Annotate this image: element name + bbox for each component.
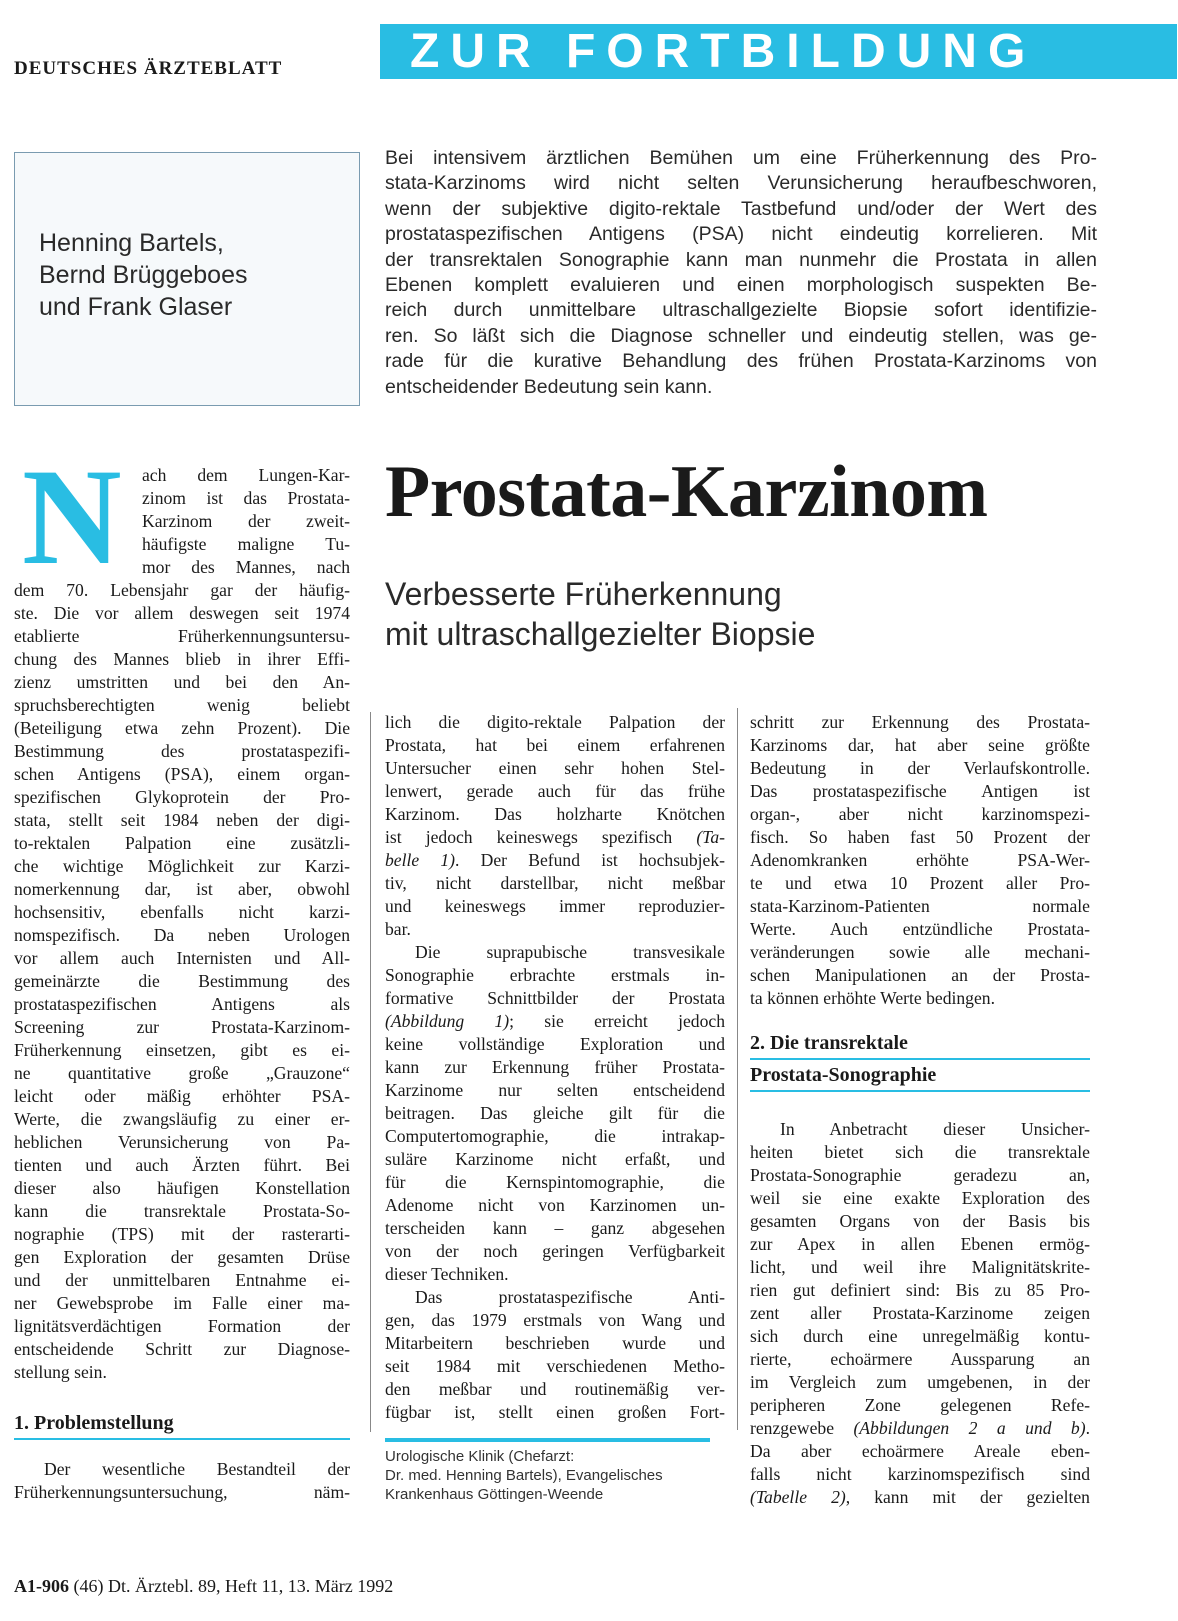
text-line: nomspezifisch. Da neben Urologen <box>14 925 350 945</box>
text-line: ta können erhöhte Werte bedingen. <box>750 988 995 1008</box>
text-line: Da aber echoärmere Areale eben- <box>750 1441 1090 1461</box>
text-line: belle 1). Der Befund ist hochsubjek- <box>385 850 725 870</box>
text-line: von der noch geringen Verfügbarkeit <box>385 1241 725 1261</box>
section-heading-1: 1. Problemstellung <box>14 1412 174 1434</box>
text-line: fisch. So haben fast 50 Prozent der <box>750 827 1090 847</box>
text-line: to-rektalen Palpation eine zusätzli- <box>14 833 350 853</box>
text-line: kann die transrektale Prostata-So- <box>14 1201 350 1221</box>
text-line: Prostata, hat bei einem erfahrenen <box>385 735 725 755</box>
text-line: Karzinom der zweit- <box>142 511 350 531</box>
text-line: chung des Mannes blieb in ihrer Effi- <box>14 649 350 669</box>
text-line: keine vollständige Exploration und <box>385 1034 725 1054</box>
journal-name: DEUTSCHES ÄRZTEBLATT <box>14 58 283 79</box>
text-line: den meßbar und routinemäßig ver- <box>385 1379 725 1399</box>
text-line: zienz umstritten und bei den An- <box>14 672 350 692</box>
text-line: veränderungen sowie alle mechani- <box>750 942 1090 962</box>
text-line: mor des Mannes, nach <box>142 557 350 577</box>
column-3 <box>750 711 1090 1509</box>
text-line: te und etwa 10 Prozent aller Pro- <box>750 873 1090 893</box>
text-line: Untersucher einen sehr hohen Stel- <box>385 758 725 778</box>
text-line: Werte. Auch entzündliche Prostata- <box>750 919 1090 939</box>
author-line: Bernd Brüggeboes <box>39 261 248 289</box>
text-line: Sonographie erbrachte erstmals in- <box>385 965 725 985</box>
footnote-line: Urologische Klinik (Chefarzt: <box>385 1448 575 1465</box>
text-line: zent aller Prostata-Karzinome zeigen <box>750 1303 1090 1323</box>
footnote <box>385 1447 725 1504</box>
text-line: (Abbildung 1); sie erreicht jedoch <box>385 1011 725 1031</box>
abstract-line: Ebenen komplett evaluieren und einen morphologisch suspekten Be- <box>385 273 1097 296</box>
text-line: formative Schnittbilder der Prostata <box>385 988 725 1008</box>
footnote-line: Dr. med. Henning Bartels), Evangelisches <box>385 1467 663 1484</box>
subtitle-line: mit ultraschallgezielter Biopsie <box>385 616 816 652</box>
text-line: sich durch eine unregelmäßig kontu- <box>750 1326 1090 1346</box>
spacer <box>750 1092 1090 1118</box>
text-line: rierte, echoärmere Aussparung an <box>750 1349 1090 1369</box>
text-line: gen Exploration der gesamten Drüse <box>14 1247 350 1267</box>
abstract-line: prostataspezifischen Antigens (PSA) nicht eindeutig korrelieren. Mit <box>385 223 1097 246</box>
text-line: Die suprapubische transvesikale <box>415 942 725 962</box>
text-line: Werte, die zwangsläufig zu einer er- <box>14 1109 350 1129</box>
text-line: organ-, aber nicht karzinomspezi- <box>750 804 1090 824</box>
text-line: nographie (TPS) mit der rasterarti- <box>14 1224 350 1244</box>
text-line: fügbar ist, stellt einen großen Fort- <box>385 1402 725 1422</box>
text-line: suläre Karzinome nicht erfaßt, und <box>385 1149 725 1169</box>
text-line: stata, stellt seit 1984 neben der digi- <box>14 810 350 830</box>
section-banner: ZUR FORTBILDUNG <box>380 24 1177 79</box>
text-line: lich die digito-rektale Palpation der <box>385 712 725 732</box>
text-line: Bestimmung des prostataspezifi- <box>14 741 350 761</box>
text-line: zur Apex in allen Ebenen ermög- <box>750 1234 1090 1254</box>
text-line: rien gut definiert sind: Bis zu 85 Pro- <box>750 1280 1090 1300</box>
text-line: dieser also häufigen Konstellation <box>14 1178 350 1198</box>
text-line: Karzinome nur selten entscheidend <box>385 1080 725 1100</box>
text-line: ner Gewebsprobe im Falle einer ma- <box>14 1293 350 1313</box>
text-line: im Vergleich zum umgebenen, in der <box>750 1372 1090 1392</box>
author-box <box>14 152 360 406</box>
text-line: etablierte Früherkennungsuntersu- <box>14 626 350 646</box>
text-line: Karzinom. Das holzharte Knötchen <box>385 804 725 824</box>
text-line: spezifischen Glykoprotein der Pro- <box>14 787 350 807</box>
text-line: falls nicht karzinomspezifisch sind <box>750 1464 1090 1484</box>
text-line: prostataspezifischen Antigens als <box>14 994 350 1014</box>
text-line: hochsensitiv, ebenfalls nicht karzi- <box>14 902 350 922</box>
text-line: dem 70. Lebensjahr gar der häufig- <box>14 580 350 600</box>
text-line: stellung sein. <box>14 1362 107 1382</box>
text-line: ach dem Lungen-Kar- <box>142 465 350 485</box>
abstract-line: der transrektalen Sonographie kann man nunmehr die Prostata in allen <box>385 248 1097 271</box>
text-line: Früherkennung einsetzen, gibt es ei- <box>14 1040 350 1060</box>
author-line: Henning Bartels, <box>39 229 224 257</box>
text-line: entscheidende Schritt zur Diagnose- <box>14 1339 350 1359</box>
text-line: Karzinoms dar, hat aber seine größte <box>750 735 1090 755</box>
text-line: Bedeutung in der Verlaufskontrolle. <box>750 758 1090 778</box>
article-title: Prostata-Karzinom <box>385 451 988 533</box>
text-line: Der wesentliche Bestandteil der <box>44 1459 350 1479</box>
column-divider <box>370 712 371 1432</box>
text-line: Mitarbeitern beschrieben wurde und <box>385 1333 725 1353</box>
text-line: Adenomkranken erhöhte PSA-Wer- <box>750 850 1090 870</box>
abstract-line: Bei intensivem ärztlichen Bemühen um eine Früherkennung des Pro- <box>385 147 1097 169</box>
text-line: lenwert, gerade auch für das frühe <box>385 781 725 801</box>
footnote-rule <box>385 1438 710 1442</box>
text-line: schritt zur Erkennung des Prostata- <box>750 712 1090 732</box>
text-line: und der unmittelbaren Entnahme ei- <box>14 1270 350 1290</box>
page-number: A1-906 <box>14 1576 69 1596</box>
section-heading-2: Prostata-Sonographie <box>750 1064 937 1086</box>
text-line: Das prostataspezifische Anti- <box>415 1287 725 1307</box>
text-line: heiten bietet sich die transrektale <box>750 1142 1090 1162</box>
column-2 <box>385 711 725 1424</box>
footer-citation: (46) Dt. Ärztebl. 89, Heft 11, 13. März 1992 <box>73 1576 394 1596</box>
column-divider <box>737 708 738 1430</box>
text-line: ist jedoch keineswegs spezifisch (Ta- <box>385 827 725 847</box>
text-line: nomerkennung dar, ist aber, obwohl <box>14 879 350 899</box>
text-line: dieser Techniken. <box>385 1264 509 1284</box>
text-line: renzgewebe (Abbildungen 2 a und b). <box>750 1418 1090 1438</box>
text-line: gen, das 1979 erstmals von Wang und <box>385 1310 725 1330</box>
text-line: ne quantitative große „Grauzone“ <box>14 1063 350 1083</box>
text-line: spruchsberechtigten wenig beliebt <box>14 695 350 715</box>
abstract-line: ren. So läßt sich die Diagnose schneller und eindeutig stellen, was ge- <box>385 324 1097 347</box>
text-line: (Tabelle 2), kann mit der gezielten <box>750 1487 1090 1507</box>
text-line: Computertomographie, die intrakap- <box>385 1126 725 1146</box>
text-line: Screening zur Prostata-Karzinom- <box>14 1017 350 1037</box>
text-line: licht, und weil ihre Malignitätskrite- <box>750 1257 1090 1277</box>
abstract-line: rade für die kurative Behandlung des frühen Prostata-Karzinoms von <box>385 350 1097 373</box>
abstract-line: reich durch unmittelbare ultraschallgezielte Biopsie sofort identifizie- <box>385 299 1097 322</box>
spacer <box>750 1010 1090 1028</box>
text-line: häufigste maligne Tu- <box>142 534 350 554</box>
text-line: Das prostataspezifische Antigen ist <box>750 781 1090 801</box>
text-line: kann zur Erkennung früher Prostata- <box>385 1057 725 1077</box>
text-line: und keineswegs immer reproduzier- <box>385 896 725 916</box>
author-names <box>39 227 247 323</box>
text-line: peripheren Zone gelegenen Refe- <box>750 1395 1090 1415</box>
text-line: schen Manipulationen an der Prosta- <box>750 965 1090 985</box>
spacer <box>14 1384 350 1408</box>
author-line: und Frank Glaser <box>39 293 233 321</box>
text-line: schen Antigens (PSA), einem organ- <box>14 764 350 784</box>
abstract-line: stata-Karzinoms wird nicht selten Verunsicherung heraufbeschworen, <box>385 172 1097 195</box>
text-line: gemeinärzte die Bestimmung des <box>14 971 350 991</box>
text-line: terscheiden kann – ganz abgesehen <box>385 1218 725 1238</box>
page-footer <box>14 1576 393 1597</box>
abstract-line: wenn der subjektive digito-rektale Tastbefund und/oder der Wert des <box>385 197 1097 220</box>
column-1 <box>14 440 350 1504</box>
footnote-line: Krankenhaus Göttingen-Weende <box>385 1486 604 1503</box>
text-line: tiv, nicht darstellbar, nicht meßbar <box>385 873 725 893</box>
text-line: heblichen Verunsicherung von Pa- <box>14 1132 350 1152</box>
text-line: seit 1984 mit verschiedenen Metho- <box>385 1356 725 1376</box>
text-line: stata-Karzinom-Patienten normale <box>750 896 1090 916</box>
text-line: In Anbetracht dieser Unsicher- <box>780 1119 1090 1139</box>
text-line: lignitätsverdächtigen Formation der <box>14 1316 350 1336</box>
text-line: ste. Die vor allem deswegen seit 1974 <box>14 603 350 623</box>
text-line: bar. <box>385 919 411 939</box>
text-line: zinom ist das Prostata- <box>142 488 350 508</box>
text-line: gesamten Organs von der Basis bis <box>750 1211 1090 1231</box>
subtitle-line: Verbesserte Früherkennung <box>385 576 782 612</box>
section-heading-2: 2. Die transrektale <box>750 1032 908 1054</box>
text-line: leicht oder mäßig erhöhter PSA- <box>14 1086 350 1106</box>
text-line: vor allem auch Internisten und All- <box>14 948 350 968</box>
text-line: che wichtige Möglichkeit zur Karzi- <box>14 856 350 876</box>
text-line: für die Kernspintomographie, die <box>385 1172 725 1192</box>
text-line: Prostata-Sonographie geradezu an, <box>750 1165 1090 1185</box>
text-line: beitragen. Das gleiche gilt für die <box>385 1103 725 1123</box>
abstract <box>385 146 1097 400</box>
spacer <box>14 1440 350 1458</box>
text-line: (Beteiligung etwa zehn Prozent). Die <box>14 718 350 738</box>
abstract-line: entscheidender Bedeutung sein kann. <box>385 375 713 398</box>
article-subtitle <box>385 574 815 654</box>
text-line: Adenome nicht von Karzinomen un- <box>385 1195 725 1215</box>
text-line: Früherkennungsuntersuchung, näm- <box>14 1482 350 1502</box>
drop-cap: N <box>22 440 122 593</box>
text-line: tienten und auch Ärzten führt. Bei <box>14 1155 350 1175</box>
text-line: weil sie eine exakte Exploration des <box>750 1188 1090 1208</box>
